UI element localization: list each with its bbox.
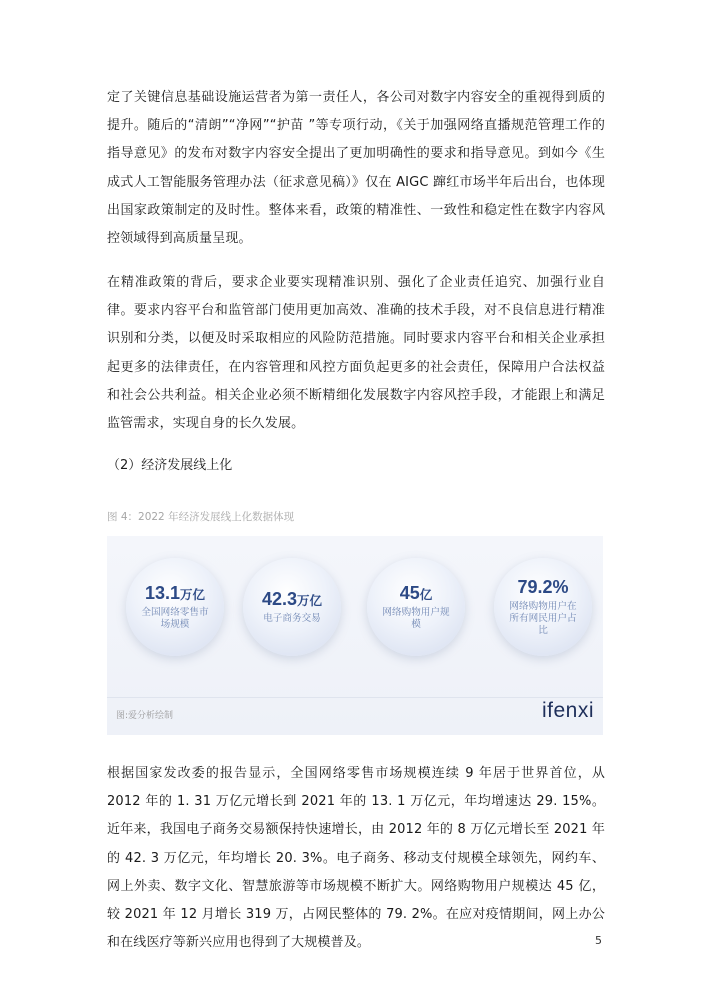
- figure-divider: [107, 697, 603, 698]
- body-paragraph-requirements: 在精准政策的背后，要求企业要实现精准识别、强化了企业责任追究、加强行业自律。要求内容平台和监管部门使用更加高效、准确的技术手段，对不良信息进行精准识别和分类，以便及时采取相应的风险防范措施。同时要求内容平台和相关企业承担起更多的法律责任，在内容管理和风控方面负起更多的社会责任，保障用户合法权益和社会公共利益。相关企业必须不断精细化发展数字内容风控手段，才能跟上和满足监管需求，实现自身的长久发展。: [107, 275, 605, 432]
- ifenxi-logo: ifenxi: [542, 699, 595, 722]
- stat-label: 全国网络零售市场规模: [141, 607, 209, 630]
- figure-caption: 图 4：2022 年经济发展线上化数据体现: [107, 511, 295, 523]
- body-paragraph-policy: 定了关键信息基础设施运营者为第一责任人，各公司对数字内容安全的重视得到质的提升。随后的“清朗”“净网”“护苗 ”等专项行动，《关于加强网络直播规范管理工作的指导意见》的发布对数字内容安全提出了更加明确性的要求和指导意见。到如今《生成式人工智能服务管理办法（征求意见稿）》仅在 AIGC 蹿红市场半年后出台，也体现出国家政策制定的及时性。整体来看，政策的精准性、一致性和稳定性在数字内容风控领域得到高质量呈现。: [107, 90, 605, 247]
- page-number: 5: [595, 934, 602, 947]
- figure-credit: 图:爱分析绘制: [116, 711, 174, 721]
- stat-circle-ecommerce: [243, 558, 341, 656]
- stat-circle-user-share: [494, 558, 592, 656]
- stat-value: 13.1万亿: [144, 583, 206, 603]
- stat-circle-shopping-users: [367, 558, 465, 656]
- section-heading: （2）经济发展线上化: [107, 458, 233, 473]
- stat-label: 网络购物用户在所有网民用户占比: [509, 601, 577, 636]
- body-paragraph-statistics: 根据国家发改委的报告显示，全国网络零售市场规模连续 9 年居于世界首位，从 2012 年的 1. 31 万亿元增长到 2021 年的 13. 1 万亿元，年均增速达 29. 15%。近年来，我国电子商务交易额保持快速增长，由 2012 年的 8 万亿元增长至 2021 年的 42. 3 万亿元，年均增长 20. 3%。电子商务、移动支付规模全球领先，网约车、网上外卖、数字文化、智慧旅游等市场规模不断扩大。网络购物用户规模达 45 亿，较 2021 年 12 月增长 319 万，占网民整体的 79. 2%。在应对疫情期间，网上办公和在线医疗等新兴应用也得到了大规模普及。: [107, 766, 605, 951]
- stat-label: 网络购物用户规模: [382, 607, 450, 630]
- figure-panel: [107, 536, 603, 735]
- stat-value: 42.3万亿: [261, 589, 323, 609]
- stat-circle-online-retail: [126, 558, 224, 656]
- stat-value: 79.2%: [517, 577, 569, 597]
- stat-value: 45亿: [399, 583, 433, 603]
- stat-label: 电子商务交易: [263, 613, 321, 624]
